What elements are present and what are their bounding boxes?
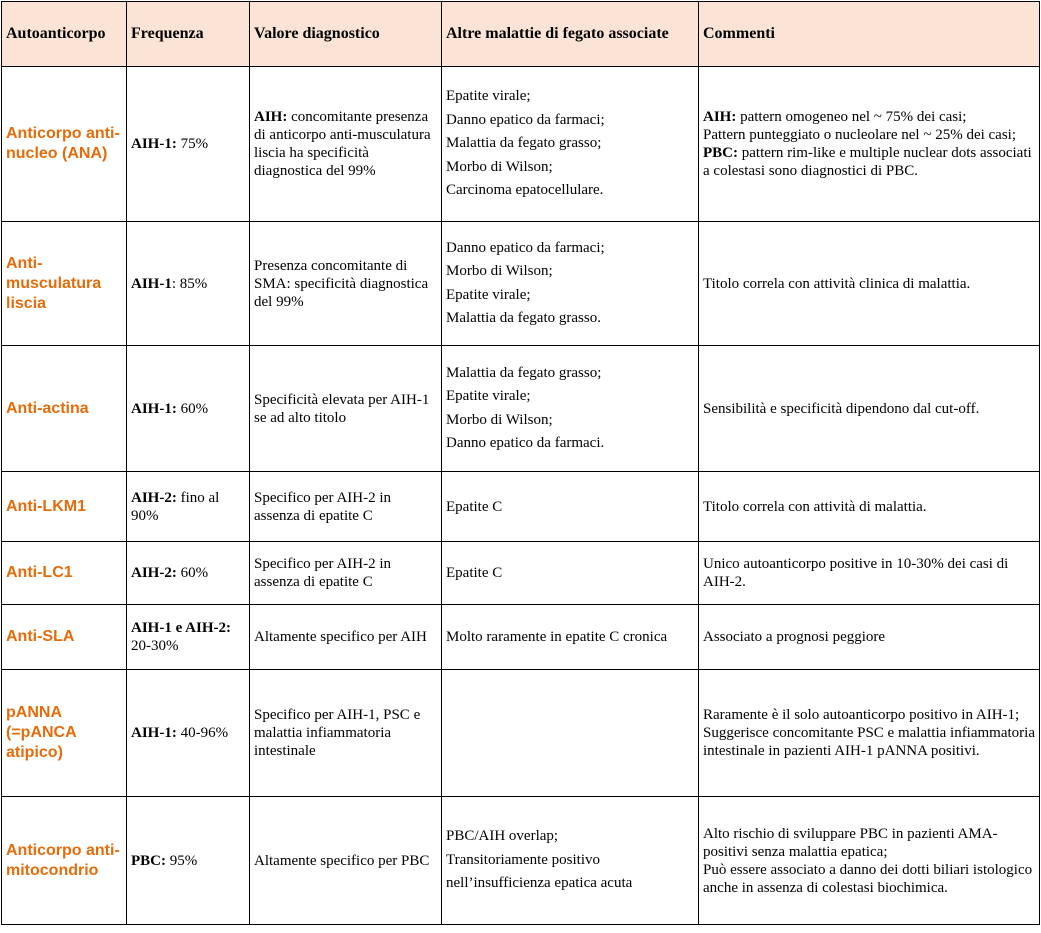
diagnostic-value-cell — [250, 670, 442, 797]
frequency-label: AIH-2: — [131, 489, 177, 506]
diagnostic-value-cell — [250, 542, 442, 605]
frequency-cell — [127, 670, 250, 797]
autoantibody-table — [1, 1, 1040, 925]
comments-cell — [699, 346, 1040, 472]
diagnostic-value-cell — [250, 605, 442, 670]
associated-disease: Danno epatico da farmaci. — [446, 435, 605, 451]
diagnostic-label: AIH: — [254, 109, 288, 125]
table-row — [2, 670, 1040, 797]
associated-disease: Danno epatico da farmaci; — [446, 111, 605, 128]
frequency-label: AIH-1: — [131, 400, 177, 417]
associated-diseases-cell — [442, 670, 699, 797]
frequency-label: AIH-1 — [131, 275, 172, 292]
frequency-cell — [127, 472, 250, 542]
frequency-value: 40-96% — [176, 725, 229, 741]
frequency-value: 75% — [176, 136, 209, 152]
frequency-cell — [127, 346, 250, 472]
header-altre-malattie: Altre malattie di fegato associate — [442, 2, 699, 67]
diagnostic-text: Specifico per AIH-2 in assenza di epatite C — [254, 489, 392, 524]
frequency-label: PBC: — [131, 852, 166, 869]
associated-disease: Epatite virale; — [446, 388, 531, 404]
frequency-cell — [127, 542, 250, 605]
associated-diseases-cell — [442, 346, 699, 472]
autoantibody-name: Anti-SLA — [2, 605, 127, 670]
header-autoanticorpo: Autoanticorpo — [2, 2, 127, 67]
associated-diseases-cell — [442, 67, 699, 222]
diagnostic-value-cell — [250, 67, 442, 222]
autoantibody-name: Anti-LC1 — [2, 542, 127, 605]
comment-label: AIH: — [703, 109, 737, 125]
comment-text: pattern omogeneo nel ~ 75% dei casi; — [736, 109, 967, 125]
associated-disease: Malattia da fegato grasso. — [446, 310, 601, 326]
comment-line — [703, 861, 1035, 897]
associated-disease: Epatite C — [446, 498, 503, 515]
comments-cell — [699, 67, 1040, 222]
frequency-value: 60% — [176, 565, 209, 581]
comment-text: Suggerisce concomitante PSC e malattia infiammatoria intestinale in pazienti AIH-1 pANNA positivi. — [703, 725, 1035, 759]
frequency-cell — [127, 605, 250, 670]
table-body — [2, 67, 1040, 925]
comment-text: Pattern punteggiato o nucleolare nel ~ 25% dei casi; — [703, 127, 1017, 143]
comments-cell — [699, 542, 1040, 605]
table-row — [2, 542, 1040, 605]
diagnostic-text: Specifico per AIH-2 in assenza di epatite C — [254, 556, 392, 590]
frequency-value: fino al 90% — [131, 489, 220, 524]
associated-disease: Epatite C — [446, 565, 503, 581]
comment-line — [703, 628, 1035, 646]
frequency-value: : 85% — [171, 275, 208, 292]
autoantibody-name: Anticorpo anti-nucleo (ANA) — [2, 67, 127, 222]
associated-disease: Carcinoma epatocellulare. — [446, 182, 604, 199]
diagnostic-value-cell — [250, 346, 442, 472]
associated-disease: Molto raramente in epatite C cronica — [446, 629, 668, 645]
frequency-label: AIH-1 e AIH-2: — [131, 620, 231, 636]
frequency-cell — [127, 222, 250, 346]
autoantibody-name: Anti-musculatura liscia — [2, 222, 127, 346]
comment-line — [703, 498, 1035, 516]
frequency-cell — [127, 67, 250, 222]
diagnostic-text: Presenza concomitante di SMA: specificità diagnostica del 99% — [254, 257, 429, 310]
comments-cell — [699, 222, 1040, 346]
associated-disease: Malattia da fegato grasso; — [446, 364, 602, 381]
autoantibody-name: pANNA (=pANCA atipico) — [2, 670, 127, 797]
comment-line — [703, 126, 1035, 144]
diagnostic-text: concomitante presenza di anticorpo anti-musculatura liscia ha specificità diagnostica del 99% — [254, 109, 431, 179]
comment-line — [703, 724, 1035, 760]
diagnostic-text: Altamente specifico per PBC — [254, 852, 430, 869]
comment-text: Raramente è il solo autoanticorpo positivo in AIH-1; — [703, 707, 1020, 723]
associated-disease: Morbo di Wilson; — [446, 158, 553, 175]
comment-text: Unico autoanticorpo positive in 10-30% dei casi di AIH-2. — [703, 556, 1009, 590]
comments-cell — [699, 670, 1040, 797]
associated-diseases-cell — [442, 472, 699, 542]
comment-label: PBC: — [703, 145, 738, 161]
associated-disease: Epatite virale; — [446, 88, 531, 105]
table-row — [2, 472, 1040, 542]
comment-line — [703, 706, 1035, 724]
header-row — [2, 2, 1040, 67]
table-row — [2, 346, 1040, 472]
comment-text: Titolo correla con attività di malattia. — [703, 498, 927, 515]
comment-text: Titolo correla con attività clinica di malattia. — [703, 275, 971, 292]
comment-line — [703, 400, 1035, 418]
associated-disease: Epatite virale; — [446, 286, 531, 303]
diagnostic-value-cell — [250, 797, 442, 925]
comment-text: Alto rischio di sviluppare PBC in pazienti AMA-positivi senza malattia epatica; — [703, 825, 998, 860]
associated-disease: Morbo di Wilson; — [446, 411, 553, 428]
associated-disease: Morbo di Wilson; — [446, 263, 553, 279]
associated-disease: Malattia da fegato grasso; — [446, 135, 602, 152]
comments-cell — [699, 472, 1040, 542]
autoantibody-name: Anticorpo anti-mitocondrio — [2, 797, 127, 925]
header-commenti: Commenti — [699, 2, 1040, 67]
diagnostic-value-cell — [250, 222, 442, 346]
diagnostic-text: Specifico per AIH-1, PSC e malattia infiammatoria intestinale — [254, 707, 421, 759]
comment-line — [703, 275, 1035, 293]
table-row — [2, 222, 1040, 346]
autoantibody-name: Anti-LKM1 — [2, 472, 127, 542]
frequency-cell — [127, 797, 250, 925]
comment-line — [703, 144, 1035, 180]
comment-text: Sensibilità e specificità dipendono dal cut-off. — [703, 400, 980, 417]
frequency-value: 20-30% — [131, 638, 179, 654]
frequency-value: 60% — [176, 400, 209, 417]
frequency-label: AIH-1: — [131, 725, 177, 741]
associated-diseases-cell — [442, 222, 699, 346]
comment-text: pattern rim-like e multiple nuclear dots associati a colestasi sono diagnostici di PBC. — [703, 145, 1032, 179]
associated-diseases-cell — [442, 797, 699, 925]
header-frequenza: Frequenza — [127, 2, 250, 67]
comment-line — [703, 555, 1035, 591]
frequency-value: 95% — [166, 852, 198, 869]
comment-line — [703, 825, 1035, 861]
table-row — [2, 67, 1040, 222]
frequency-label: AIH-2: — [131, 565, 177, 581]
table-row — [2, 797, 1040, 925]
header-valore-diagnostico: Valore diagnostico — [250, 2, 442, 67]
comments-cell — [699, 797, 1040, 925]
diagnostic-text: Specificità elevata per AIH-1 se ad alto titolo — [254, 391, 430, 426]
comment-line — [703, 108, 1035, 126]
table-row — [2, 605, 1040, 670]
associated-disease: PBC/AIH overlap; — [446, 828, 559, 845]
associated-diseases-cell — [442, 605, 699, 670]
diagnostic-text: Altamente specifico per AIH — [254, 629, 427, 645]
autoantibody-name: Anti-actina — [2, 346, 127, 472]
frequency-label: AIH-1: — [131, 136, 177, 152]
comment-text: Può essere associato a danno dei dotti biliari istologico anche in assenza di colestasi biochimica. — [703, 861, 1033, 896]
diagnostic-value-cell — [250, 472, 442, 542]
associated-disease: Transitoriamente positivo nell’insufficienza epatica acuta — [446, 851, 633, 892]
comment-text: Associato a prognosi peggiore — [703, 629, 886, 645]
associated-disease: Danno epatico da farmaci; — [446, 239, 605, 256]
associated-diseases-cell — [442, 542, 699, 605]
comments-cell — [699, 605, 1040, 670]
